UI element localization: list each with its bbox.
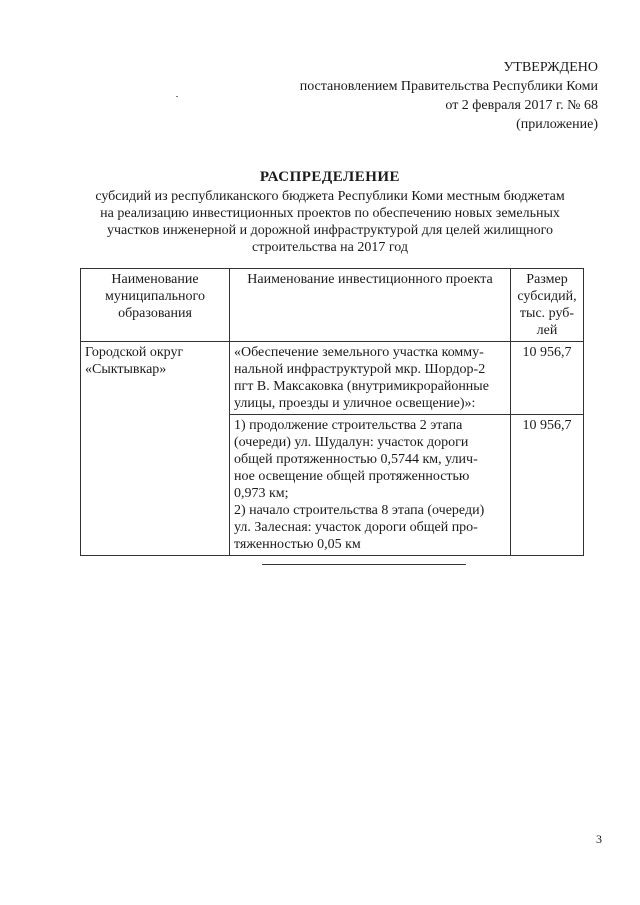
project-line: ул. Залесная: участок дороги общей про- (234, 520, 478, 535)
header-line: субсидий, (517, 289, 577, 304)
project-line: 1) продолжение строительства 2 этапа (234, 418, 463, 433)
header-line: муниципального (105, 289, 205, 304)
document-title (80, 166, 580, 256)
approval-appendix: (приложение) (516, 117, 598, 132)
project-line: пгт В. Максаковка (внутримикрорайонные (234, 379, 489, 394)
header-line: тыс. руб- (519, 306, 575, 321)
approval-stamp (300, 58, 598, 134)
project-line: 2) начало строительства 8 этапа (очереди) (234, 503, 485, 518)
header-line: Наименование (111, 272, 199, 287)
approval-heading: УТВЕРЖДЕНО (503, 60, 598, 75)
title-line: субсидий из республиканского бюджета Республики Коми местным бюджетам (95, 189, 565, 204)
amount-cell: 10 956,7 (511, 342, 584, 415)
header-amount (511, 269, 584, 342)
project-line: улицы, проезды и уличное освещение)»: (234, 396, 476, 411)
header-line: Размер (526, 272, 568, 287)
municipality-line: «Сыктывкар» (85, 362, 167, 377)
header-line: образования (118, 306, 192, 321)
header-municipality (81, 269, 230, 342)
amount-cell: 10 956,7 (511, 415, 584, 556)
project-line: 0,973 км; (234, 486, 289, 501)
header-project: Наименование инвестиционного проекта (230, 269, 511, 342)
title-line: участков инженерной и дорожной инфраструктурой для целей жилищного (107, 223, 553, 238)
table-header-row (81, 269, 584, 342)
project-line: ное освещение общей протяженностью (234, 469, 470, 484)
project-line: тяженностью 0,05 км (234, 537, 361, 552)
project-line: (очереди) ул. Шудалун: участок дороги (234, 435, 469, 450)
project-line: общей протяженностью 0,5744 км, улич- (234, 452, 478, 467)
distribution-table (80, 268, 584, 556)
project-line: «Обеспечение земельного участка комму- (234, 345, 484, 360)
title-line: строительства на 2017 год (252, 240, 408, 255)
approval-date: от 2 февраля 2017 г. № 68 (445, 98, 598, 113)
project-line: нальной инфраструктурой мкр. Шордор-2 (234, 362, 486, 377)
project-stages-cell (230, 415, 511, 556)
page-number: 3 (596, 832, 602, 846)
title-line: на реализацию инвестиционных проектов по обеспечению новых земельных (100, 206, 560, 221)
municipality-line: Городской округ (85, 345, 184, 360)
closing-rule (262, 564, 466, 565)
scan-speck (176, 96, 178, 97)
title-subtitle (80, 188, 580, 256)
title-main: РАСПРЕДЕЛЕНИЕ (259, 169, 401, 185)
header-line: лей (536, 323, 558, 338)
municipality-cell (81, 342, 230, 556)
approval-decree: постановлением Правительства Республики Коми (299, 79, 598, 94)
table-row (81, 342, 584, 415)
project-cell (230, 342, 511, 415)
